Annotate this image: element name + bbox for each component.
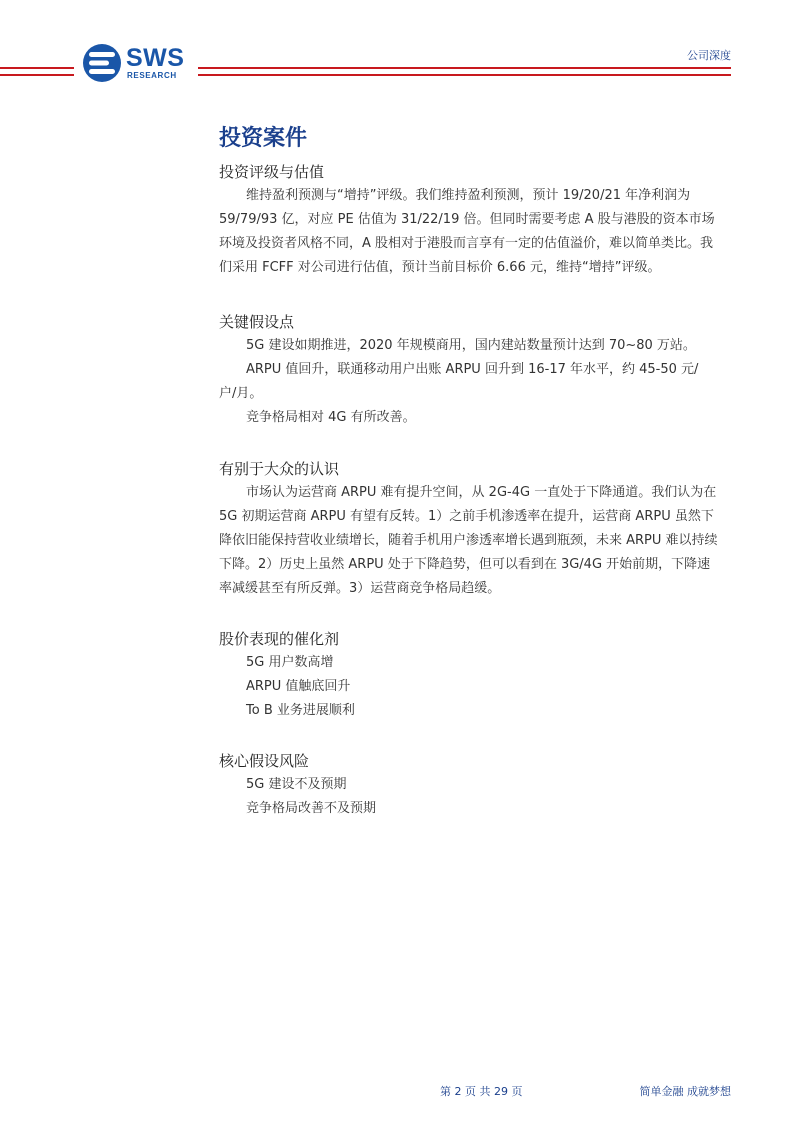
assumption-item-1: 5G 建设如期推进，2020 年规模商用，国内建站数量预计达到 70~80 万站。 <box>246 338 696 353</box>
header-rule-right <box>198 67 731 69</box>
rating-line-1: 维持盈利预测与“增持”评级。我们维持盈利预测，预计 19/20/21 年净利润为 <box>246 188 691 203</box>
different-view-line-5: 率减缓甚至有所反弹。3）运营商竞争格局趋缓。 <box>219 581 501 596</box>
header-rule-right-2 <box>198 74 731 76</box>
different-view-line-2: 5G 初期运营商 ARPU 有望有反转。1）之前手机渗透率在提升，运营商 ARPU 虽然下 <box>219 509 714 524</box>
risk-item: 竞争格局改善不及预期 <box>246 801 377 816</box>
rating-heading: 投资评级与估值 <box>219 163 325 181</box>
risk-item: 5G 建设不及预期 <box>246 777 347 792</box>
footer-slogan: 简单金融 成就梦想 <box>639 1085 731 1098</box>
sws-logo-icon <box>82 43 122 83</box>
catalyst-item: ARPU 值触底回升 <box>246 679 351 694</box>
different-view-heading: 有别于大众的认识 <box>219 460 340 478</box>
different-view-line-3: 降依旧能保持营收业绩增长，随着手机用户渗透率增长遇到瓶颈，未来 ARPU 难以持续 <box>219 533 718 548</box>
rating-line-3: 环境及投资者风格不同，A 股相对于港股而言享有一定的估值溢价，难以简单类比。我 <box>219 236 714 251</box>
different-view-line-1: 市场认为运营商 ARPU 难有提升空间，从 2G-4G 一直处于下降通道。我们认为在 <box>246 485 717 500</box>
page-number: 第 2 页 共 29 页 <box>440 1085 523 1098</box>
catalysts-heading: 股价表现的催化剂 <box>219 630 340 648</box>
logo-wordmark: SWS <box>126 44 185 72</box>
rating-line-4: 们采用 FCFF 对公司进行估值，预计当前目标价 6.66 元，维持“增持”评级。 <box>219 260 661 275</box>
catalyst-item: To B 业务进展顺利 <box>246 703 355 718</box>
catalyst-item: 5G 用户数高增 <box>246 655 334 670</box>
rating-line-2: 59/79/93 亿，对应 PE 估值为 31/22/19 倍。但同时需要考虑 A 股与港股的资本市场 <box>219 212 715 227</box>
different-view-line-4: 下降。2）历史上虽然 ARPU 处于下降趋势，但可以看到在 3G/4G 开始前期，下降速 <box>219 557 711 572</box>
risks-heading: 核心假设风险 <box>219 752 310 770</box>
header-rule-left <box>0 67 74 69</box>
assumption-item-3: 竞争格局相对 4G 有所改善。 <box>246 410 416 425</box>
section-title: 投资案件 <box>219 126 308 151</box>
document-type-label: 公司深度 <box>687 49 731 62</box>
assumption-item-2-cont: 户/月。 <box>219 386 263 401</box>
assumption-item-2: ARPU 值回升，联通移动用户出账 ARPU 回升到 16-17 年水平，约 45-50 元/ <box>246 362 699 377</box>
logo-subtitle: RESEARCH <box>127 71 177 80</box>
assumptions-heading: 关键假设点 <box>219 313 295 331</box>
header-rule-left-2 <box>0 74 74 76</box>
